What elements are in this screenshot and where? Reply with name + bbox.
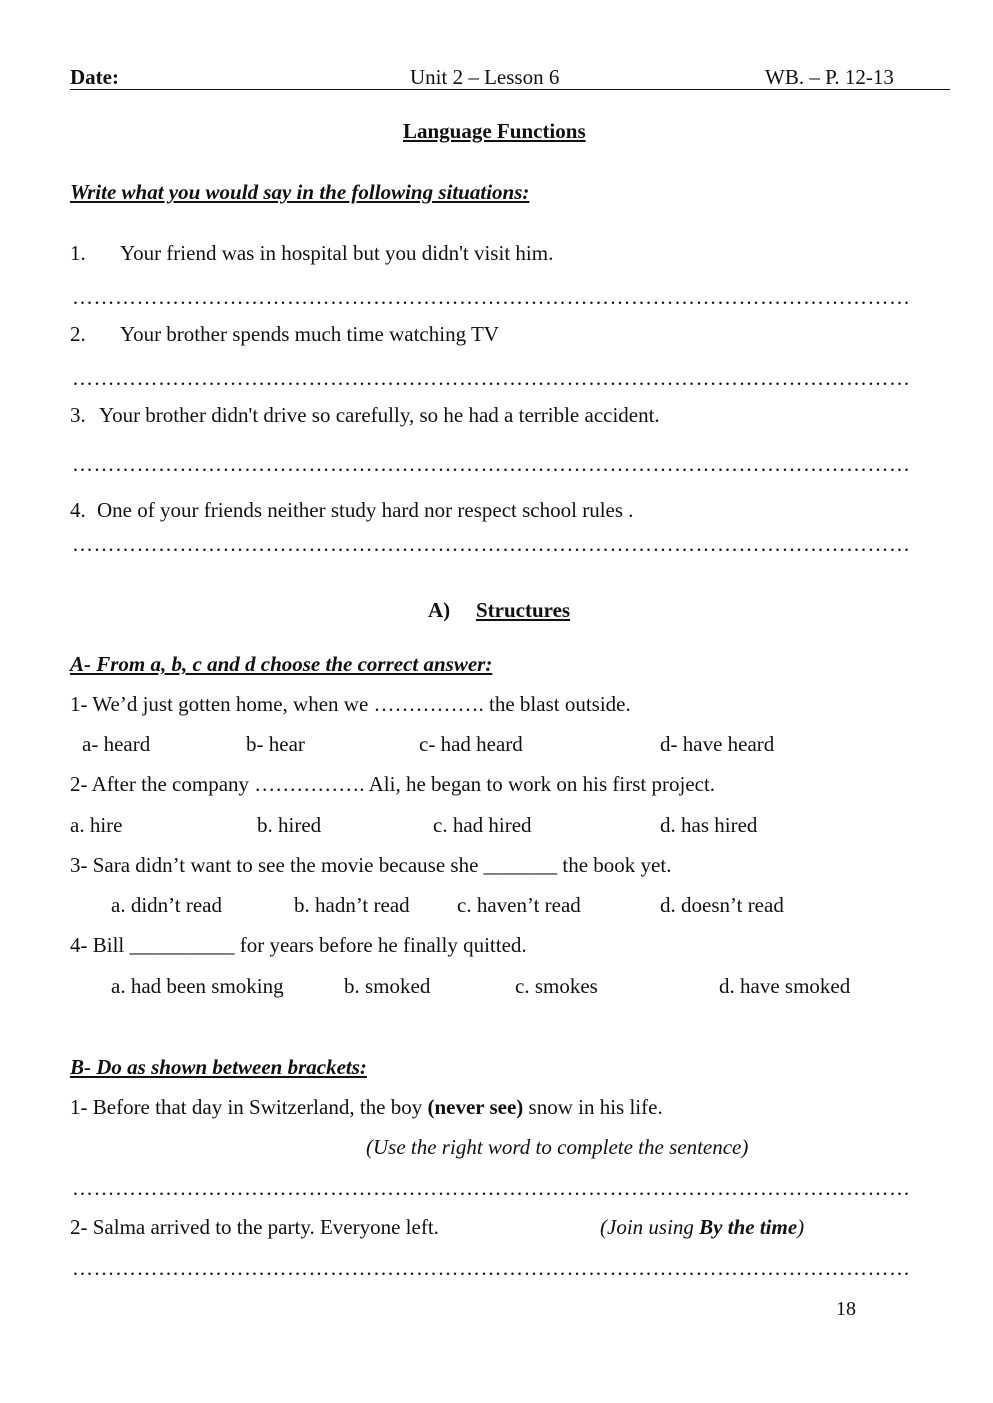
date-label: Date: xyxy=(70,65,119,89)
answer-line[interactable]: ……………………………………………………………………………………………………… xyxy=(72,452,911,476)
mcq-option[interactable]: b. smoked xyxy=(344,974,431,998)
join-hint-pre: (Join using xyxy=(600,1215,700,1239)
mcq-stem: 4- Bill __________ for years before he finally quitted. xyxy=(70,933,527,957)
mcq-option[interactable]: c. haven’t read xyxy=(457,893,581,917)
question-text: One of your friends neither study hard nor respect school rules . xyxy=(97,498,634,522)
section-letter: A) xyxy=(428,598,451,622)
mcq-stem: 1- We’d just gotten home, when we ……………. the blast outside. xyxy=(70,692,631,716)
transform-question-text-end: snow in his life. xyxy=(523,1095,663,1119)
answer-line[interactable]: ……………………………………………………………………………………………………… xyxy=(72,366,911,390)
header-rule xyxy=(70,89,950,90)
answer-line[interactable]: ……………………………………………………………………………………………………… xyxy=(72,532,911,556)
mcq-option[interactable]: a. had been smoking xyxy=(111,974,284,998)
mcq-option[interactable]: b. hired xyxy=(257,813,322,837)
mcq-option[interactable]: b- hear xyxy=(246,732,305,756)
mcq-option[interactable]: a. hire xyxy=(70,813,123,837)
mcq-option[interactable]: d. have smoked xyxy=(719,974,851,998)
part-b-instruction: B- Do as shown between brackets: xyxy=(70,1055,367,1079)
join-hint xyxy=(600,1215,804,1240)
question-number: 4. xyxy=(70,498,86,522)
join-hint-post: ) xyxy=(797,1215,805,1239)
mcq-option[interactable]: d- have heard xyxy=(660,732,775,756)
unit-lesson: Unit 2 – Lesson 6 xyxy=(410,65,560,89)
join-hint-keyword: By the time xyxy=(699,1215,798,1239)
transform-hint: (Use the right word to complete the sentence) xyxy=(366,1135,749,1159)
mcq-option[interactable]: c. had hired xyxy=(433,813,532,837)
mcq-option[interactable]: d. has hired xyxy=(660,813,758,837)
join-question: 2- Salma arrived to the party. Everyone left. xyxy=(70,1215,439,1239)
answer-line[interactable]: ……………………………………………………………………………………………………… xyxy=(72,285,911,309)
question-text: Your friend was in hospital but you didn't visit him. xyxy=(120,241,554,265)
functions-instruction: Write what you would say in the following situations: xyxy=(70,180,530,204)
mcq-option[interactable]: c- had heard xyxy=(419,732,523,756)
section-title-functions: Language Functions xyxy=(403,119,586,143)
mcq-stem: 2- After the company ……………. Ali, he began to work on his first project. xyxy=(70,772,716,796)
workbook-pages: WB. – P. 12-13 xyxy=(765,65,894,89)
answer-line[interactable]: ……………………………………………………………………………………………………… xyxy=(72,1176,911,1200)
mcq-stem: 3- Sara didn’t want to see the movie because she _______ the book yet. xyxy=(70,853,672,877)
mcq-option[interactable]: c. smokes xyxy=(515,974,598,998)
part-a-instruction: A- From a, b, c and d choose the correct answer: xyxy=(70,652,493,676)
section-title-structures: Structures xyxy=(476,598,571,622)
transform-question-text: 1- Before that day in Switzerland, the boy xyxy=(70,1095,428,1119)
mcq-option[interactable]: b. hadn’t read xyxy=(294,893,410,917)
question-number: 3. xyxy=(70,403,86,427)
question-text: Your brother didn't drive so carefully, so he had a terrible accident. xyxy=(99,403,660,427)
question-number: 1. xyxy=(70,241,86,265)
transform-verb: (never see) xyxy=(427,1095,524,1119)
page-number: 18 xyxy=(836,1298,856,1320)
mcq-option[interactable]: d. doesn’t read xyxy=(660,893,784,917)
transform-question xyxy=(70,1095,663,1120)
mcq-option[interactable]: a. didn’t read xyxy=(111,893,222,917)
answer-line[interactable]: ……………………………………………………………………………………………………… xyxy=(72,1256,911,1280)
question-text: Your brother spends much time watching TV xyxy=(120,322,499,346)
question-number: 2. xyxy=(70,322,86,346)
mcq-option[interactable]: a- heard xyxy=(82,732,151,756)
